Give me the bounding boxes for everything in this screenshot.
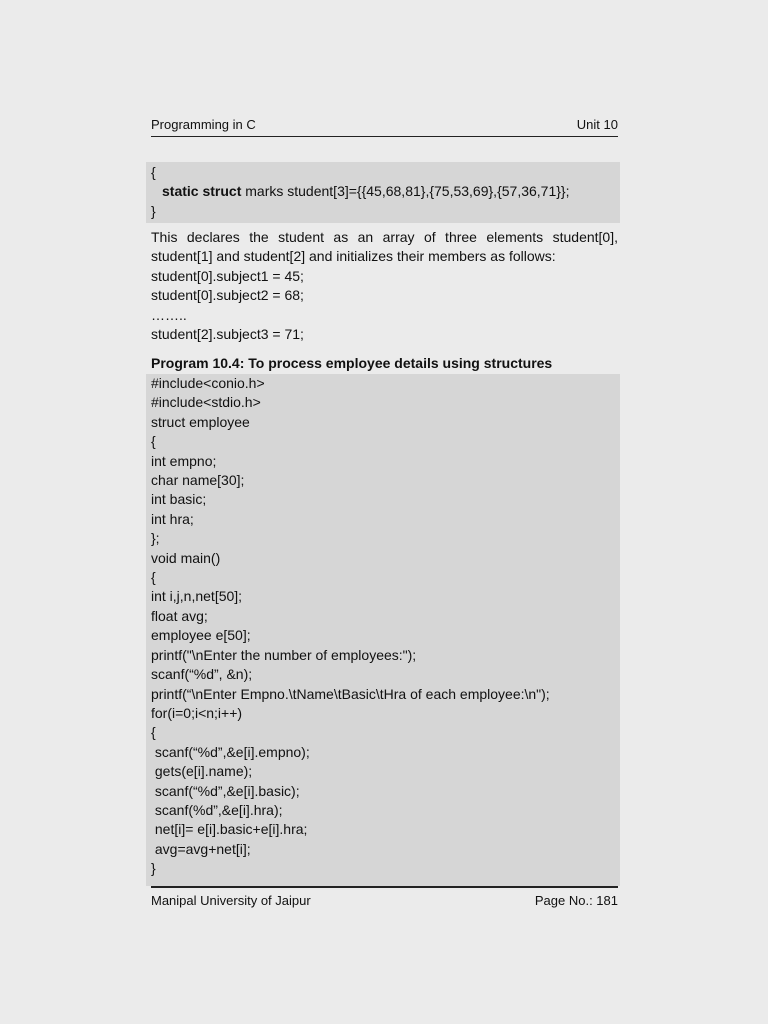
page-footer <box>151 886 618 912</box>
code-line: scanf(“%d”,&e[i].empno); <box>151 743 310 760</box>
prose-line: student[0].subject1 = 45; <box>151 267 304 284</box>
page-header <box>151 116 618 137</box>
code-line: for(i=0;i<n;i++) <box>151 704 243 721</box>
code-keyword: static struct <box>162 183 242 200</box>
program-title: Program 10.4: To process employee details using structures <box>151 355 553 371</box>
prose-line: student[0].subject2 = 68; <box>151 287 304 304</box>
code-line: int hra; <box>151 510 194 527</box>
code-line: scanf(%d”,&e[i].hra); <box>151 801 283 818</box>
code-line: { <box>151 164 156 180</box>
code-line <box>146 182 620 201</box>
code-line: int basic; <box>151 491 207 508</box>
prose-line: This declares the student as an array of three elements student[0], <box>151 229 618 245</box>
code-line: void main() <box>151 549 221 566</box>
code-line: } <box>151 202 156 219</box>
header-title: Programming in C <box>151 117 256 132</box>
code-line: printf("\nEnter the number of employees:"); <box>151 646 417 663</box>
code-line: { <box>151 724 156 741</box>
code-line: { <box>151 569 156 586</box>
code-block-program <box>146 374 620 886</box>
footer-university: Manipal University of Jaipur <box>151 893 311 908</box>
code-line: gets(e[i].name); <box>151 763 253 780</box>
code-line: } <box>151 860 156 877</box>
prose-line: student[2].subject3 = 71; <box>151 326 304 343</box>
code-line: #include<conio.h> <box>151 375 265 391</box>
code-line: struct employee <box>151 413 250 430</box>
code-block-struct-init <box>146 162 620 223</box>
code-line: scanf(“%d”,&e[i].basic); <box>151 782 300 799</box>
code-line: employee e[50]; <box>151 627 251 644</box>
code-line: float avg; <box>151 607 208 624</box>
code-line: char name[30]; <box>151 472 245 489</box>
prose-line: student[1] and student[2] and initializes their members as follows: <box>151 248 556 265</box>
code-line: net[i]= e[i].basic+e[i].hra; <box>151 821 308 838</box>
code-line: scanf(“%d”, &n); <box>151 666 253 683</box>
code-line: #include<stdio.h> <box>151 394 261 411</box>
code-text: marks student[3]={{45,68,81},{75,53,69},{57,36,71}}; <box>241 183 570 200</box>
footer-page-number: Page No.: 181 <box>534 893 618 908</box>
header-unit: Unit 10 <box>576 117 618 132</box>
prose-line: …….. <box>151 306 187 323</box>
code-line: { <box>151 433 156 450</box>
code-line: int i,j,n,net[50]; <box>151 588 243 605</box>
code-line: printf(“\nEnter Empno.\tName\tBasic\tHra of each employee:\n"); <box>151 685 550 702</box>
code-line: }; <box>151 530 160 547</box>
explanation-text <box>151 228 618 344</box>
code-line: avg=avg+net[i]; <box>151 840 251 857</box>
code-line: int empno; <box>151 452 217 469</box>
